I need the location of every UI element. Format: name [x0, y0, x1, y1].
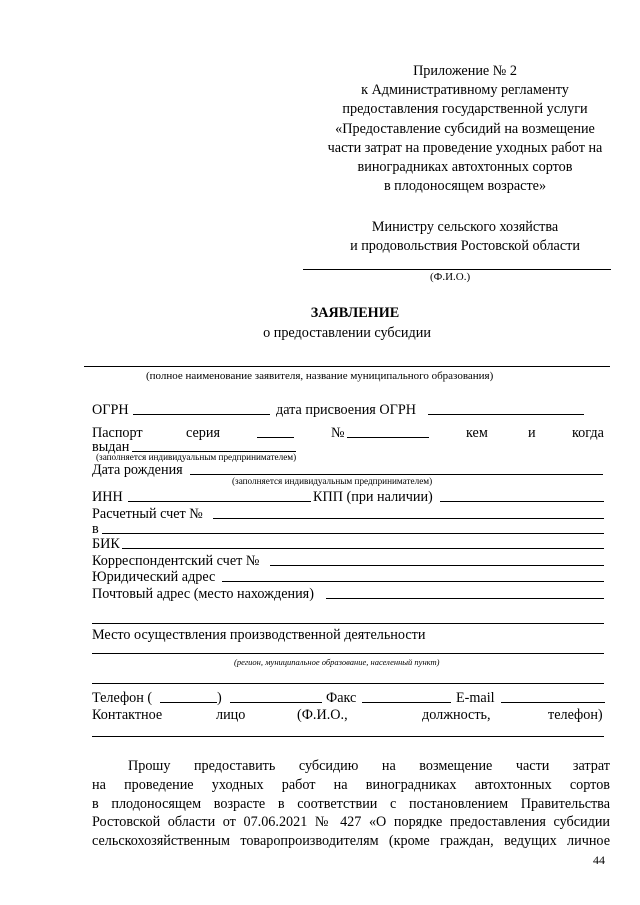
bik-label: БИК: [92, 536, 120, 552]
appendix-line: Приложение № 2: [413, 63, 517, 79]
issued-label: выдан: [92, 439, 130, 455]
paragraph-line: в плодоносящем возрасте в соответствии с постановлением Правительства: [92, 795, 610, 812]
email-field[interactable]: [501, 702, 605, 703]
bank-label: в: [92, 521, 99, 537]
inn-label: ИНН: [92, 489, 123, 505]
appendix-header: [300, 62, 630, 196]
appendix-line: к Административному регламенту: [361, 82, 569, 99]
birth-date-label: Дата рождения: [92, 462, 183, 478]
fax-field[interactable]: [362, 702, 451, 703]
paragraph-line: сельскохозяйственным товаропроизводителям (кроме граждан, ведущих личное: [92, 833, 610, 850]
phone-code-field[interactable]: [160, 702, 217, 703]
ogrn-label: ОГРН: [92, 402, 129, 418]
activity-place-label: Место осуществления производственной деятельности: [92, 627, 426, 643]
account-field[interactable]: [213, 518, 604, 519]
legal-address-field[interactable]: [222, 581, 604, 582]
bank-field[interactable]: [102, 533, 604, 534]
addressee-line: и продовольствия Ростовской области: [350, 238, 580, 255]
document-subtitle: о предоставлении субсидии: [263, 325, 431, 341]
appendix-line: в плодоносящем возрасте»: [383, 178, 547, 195]
fill-note-ip: (заполняется индивидуальным предпринимателем): [232, 476, 433, 486]
and-label: и: [528, 425, 536, 441]
applicant-name-line[interactable]: [84, 366, 610, 367]
contact-word: Контактное: [92, 707, 163, 723]
number-label: №: [331, 425, 345, 441]
document-title: ЗАЯВЛЕНИЕ: [310, 305, 400, 321]
applicant-caption: (полное наименование заявителя, название муниципального образования): [146, 370, 494, 382]
fill-note-ip: (заполняется индивидуальным предпринимателем): [96, 452, 297, 462]
phone-close: ): [217, 690, 222, 706]
series-label: серия: [186, 425, 220, 441]
bik-field[interactable]: [122, 548, 604, 549]
paragraph-line: Прошу предоставить субсидию на возмещение части затрат: [128, 758, 610, 774]
appendix-line: части затрат на проведение уходных работ на: [327, 139, 603, 156]
contact-word: лицо: [216, 707, 246, 723]
email-label: E-mail: [456, 690, 495, 706]
corr-account-label: Корреспондентский счет №: [92, 553, 260, 569]
addressee-block: [300, 218, 630, 256]
activity-place-field[interactable]: [92, 653, 604, 654]
ogrn-field[interactable]: [133, 414, 270, 415]
phone-number-field[interactable]: [230, 702, 322, 703]
legal-address-label: Юридический адрес: [92, 569, 216, 585]
ogrn-date-field[interactable]: [428, 414, 584, 415]
postal-address-field[interactable]: [326, 598, 604, 599]
number-field[interactable]: [347, 437, 429, 438]
page-number: 44: [593, 853, 605, 867]
inn-field[interactable]: [128, 501, 311, 502]
postal-address-label: Почтовый адрес (место нахождения): [92, 586, 314, 602]
fio-caption: (Ф.И.О.): [430, 271, 471, 283]
ogrn-date-label: дата присвоения ОГРН: [276, 402, 416, 418]
appendix-line: «Предоставление субсидий на возмещение: [335, 120, 595, 137]
fax-label: Факс: [326, 690, 357, 706]
contact-person-field[interactable]: [92, 736, 604, 737]
birth-date-field[interactable]: [190, 474, 603, 475]
kpp-label: КПП (при наличии): [313, 489, 433, 505]
contact-word: (Ф.И.О.,: [297, 707, 348, 723]
contact-word: должность,: [422, 707, 491, 723]
region-caption: (регион, муниципальное образование, населенный пункт): [234, 657, 440, 667]
addressee-line: Министру сельского хозяйства: [371, 219, 559, 235]
paragraph-line: Ростовской области от 07.06.2021 № 427 «О порядке предоставления субсидии: [92, 814, 610, 831]
corr-account-field[interactable]: [270, 565, 604, 566]
postal-address-line-2[interactable]: [92, 623, 604, 624]
account-label: Расчетный счет №: [92, 506, 203, 522]
passport-label: Паспорт: [92, 425, 143, 441]
issued-by-label: кем: [466, 425, 488, 441]
appendix-line: предоставления государственной услуги: [342, 101, 588, 118]
activity-place-line-2[interactable]: [92, 683, 604, 684]
request-paragraph: [92, 757, 610, 851]
series-field[interactable]: [257, 437, 294, 438]
kpp-field[interactable]: [440, 501, 604, 502]
when-label: когда: [572, 425, 604, 441]
appendix-line: виноградниках автохтонных сортов: [357, 159, 573, 176]
paragraph-line: на проведение уходных работ на виноградниках автохтонных сортов: [92, 776, 610, 793]
fio-field-line[interactable]: [303, 269, 611, 270]
phone-label: Телефон (: [92, 690, 153, 706]
contact-word: телефон): [548, 707, 603, 723]
